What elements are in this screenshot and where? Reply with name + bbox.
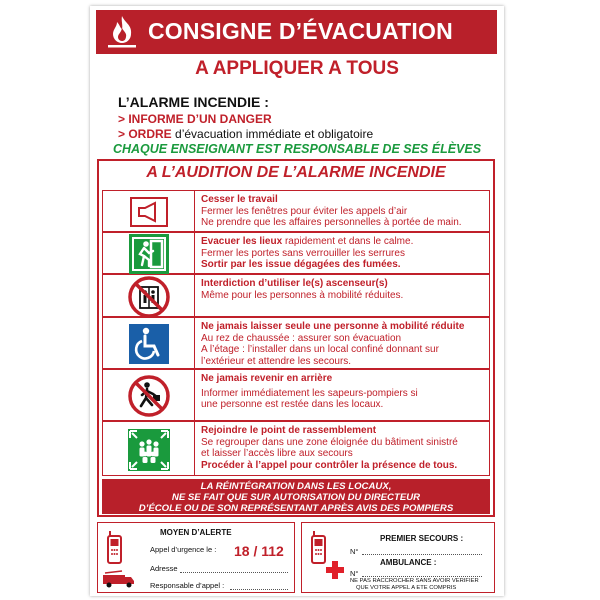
urgence-number: 18 / 112 [234, 543, 284, 559]
row-line: A l’étage : l’installer dans un local confiné donnant sur [201, 344, 439, 355]
call-note-2: QUE VOTRE APPEL A ETE COMPRIS [356, 585, 457, 591]
instruction-row [102, 421, 490, 476]
section-title: A L’AUDITION DE L’ALARME INCENDIE [146, 164, 446, 181]
mobile-phone-icon [104, 531, 126, 565]
banner-line: D’ÉCOLE OU DE SON REPRÉSENTANT APRÈS AVIS DES POMPIERS [138, 503, 454, 514]
emergency-exit-icon [127, 232, 171, 276]
alarm-line-1: > INFORME D’UN DANGER [118, 112, 272, 126]
no-return-icon [127, 374, 171, 418]
no-elevator-icon [127, 275, 171, 319]
row-line: et laisser l’accès libre aux secours [201, 448, 353, 459]
instructions-frame [97, 159, 495, 517]
alarm-heading: L’ALARME INCENDIE : [118, 94, 269, 110]
premier-secours-line [362, 554, 482, 555]
call-note-1: NE PAS RACCROCHER SANS AVOIR VERIFIER [350, 578, 479, 584]
urgence-label: Appel d’urgence le : [150, 545, 217, 554]
adresse-label: Adresse [150, 564, 178, 573]
row-line: Se regrouper dans une zone éloignée du bâtiment sinistré [201, 436, 458, 448]
alarm-horn-icon [127, 190, 171, 234]
instruction-row [102, 232, 490, 274]
wheelchair-icon [127, 322, 171, 366]
instruction-row [102, 369, 490, 421]
alarm-line-2-rest: d’évacuation immédiate et obligatoire [171, 127, 374, 141]
row-bold-line: Sortir par les issue dégagées des fumées. [201, 259, 401, 270]
row-bold-line: Procéder à l’appel pour contrôler la présence de tous. [201, 459, 458, 471]
alarm-line-2-bold: > ORDRE [118, 127, 172, 141]
row-line: Fermer les fenêtres pour éviter les appels d’air [201, 205, 408, 217]
mobile-phone-icon [308, 531, 330, 565]
fire-icon [104, 14, 140, 50]
row-title: Interdiction d’utiliser le(s) ascenseur(s) [201, 278, 388, 289]
row-line: l’extérieur et attendre les secours. [201, 355, 352, 367]
row-title: Ne jamais revenir en arrière [201, 373, 333, 384]
row-line: Fermer les portes sans verrouiller les serrures [201, 247, 405, 259]
adresse-line [180, 572, 288, 573]
sign-title: CONSIGNE D’ÉVACUATION [148, 18, 453, 44]
sign-subtitle: A APPLIQUER A TOUS [195, 58, 399, 79]
responsable-line [230, 589, 288, 590]
row-line: Au rez de chaussée : assurer son évacuation [201, 332, 402, 344]
row-title: Rejoindre le point de rassemblement [201, 425, 377, 436]
red-cross-icon [326, 561, 344, 579]
number-label: N° [350, 547, 359, 556]
row-line: une personne est restée dans les locaux. [201, 399, 384, 410]
number-label: N° [350, 569, 359, 578]
banner-line: NE SE FAIT QUE SUR AUTORISATION DU DIRECTEUR [171, 492, 421, 503]
alert-title: MOYEN D’ALERTE [160, 528, 232, 537]
instruction-row [102, 190, 490, 232]
first-aid-box [301, 522, 495, 593]
ambulance-label: AMBULANCE : [380, 558, 437, 567]
row-line: Informer immédiatement les sapeurs-pompiers si [201, 387, 418, 399]
ambulance-line [362, 576, 482, 577]
evacuation-sign [90, 6, 504, 596]
reentry-banner [102, 479, 490, 514]
row-line: Ne prendre que les affaires personnelles à portée de main. [201, 217, 462, 228]
row-title-rest: rapidement et dans le calme. [282, 236, 414, 247]
responsable-label: Responsable d’appel : [150, 581, 225, 590]
assembly-point-icon [127, 428, 171, 472]
row-title: Ne jamais laisser seule une personne à mobilité réduite [201, 321, 465, 332]
premier-secours-label: PREMIER SECOURS : [380, 534, 464, 543]
alert-box [97, 522, 295, 593]
row-title: Cesser le travail [201, 194, 278, 205]
header-banner [96, 10, 497, 54]
instruction-row [102, 274, 490, 317]
teacher-note: CHAQUE ENSEIGNANT EST RESPONSABLE DE SES ÉLÈVES [112, 142, 482, 156]
row-title: Evacuer les lieux [201, 236, 283, 247]
fire-truck-icon [102, 569, 136, 589]
row-line: Même pour les personnes à mobilité réduites. [201, 289, 404, 301]
alarm-line-2 [118, 127, 373, 141]
banner-line: LA RÉINTÉGRATION DANS LES LOCAUX, [200, 481, 392, 492]
instruction-row [102, 317, 490, 369]
